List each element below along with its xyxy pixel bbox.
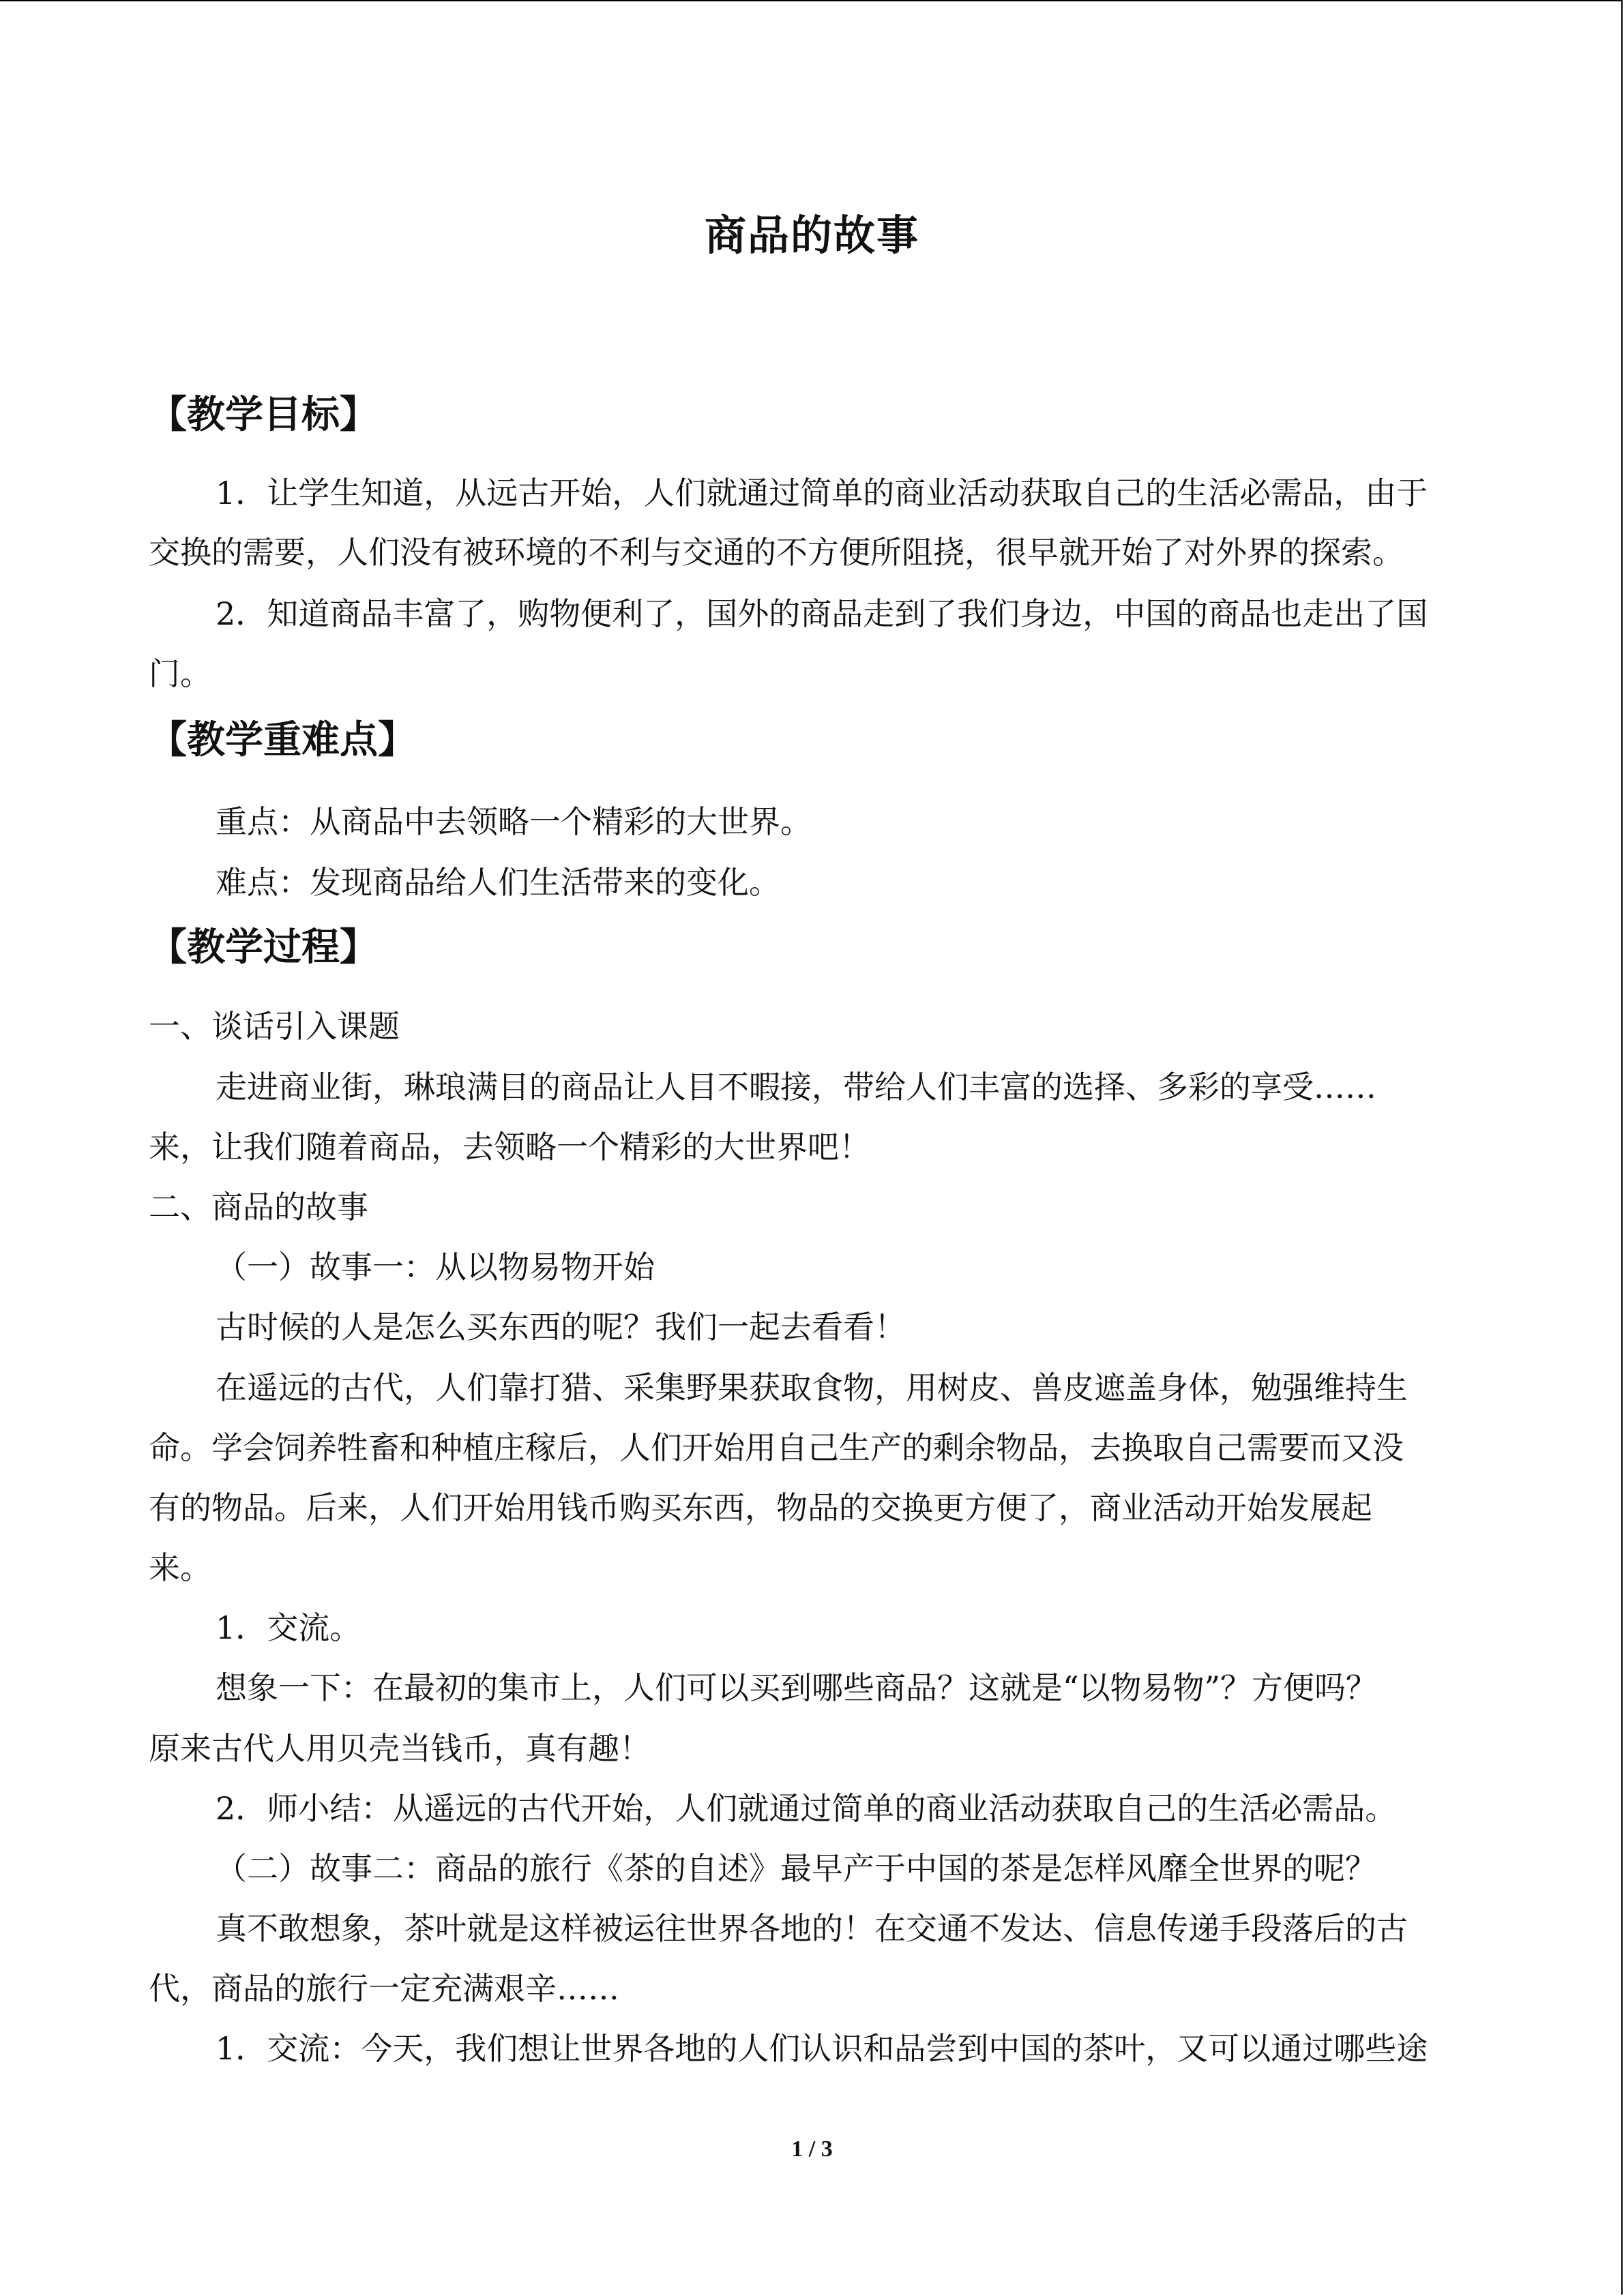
process-line-11: 1．交流。 [216,1609,361,1646]
keypoints-line-1: 重点：从商品中去领略一个精彩的大世界。 [216,803,812,840]
page-title: 商品的故事 [704,211,919,260]
heading-goals: 【教学目标】 [149,392,378,437]
goals-line-1: 1．让学生知道，从远古开始，人们就通过简单的商业活动获取自己的生活必需品，由于 [216,475,1428,511]
process-line-10: 来。 [149,1549,211,1586]
process-line-5: （一）故事一：从以物易物开始 [216,1249,655,1285]
process-line-4: 二、商品的故事 [149,1189,368,1225]
process-line-14: 2．师小结：从遥远的古代开始，人们就通过简单的商业活动获取自己的生活必需品。 [216,1790,1397,1827]
process-line-15: （二）故事二：商品的旅行《茶的自述》最早产于中国的茶是怎样风靡全世界的呢？ [216,1850,1376,1887]
process-line-2: 走进商业街，琳琅满目的商品让人目不暇接，带给人们丰富的选择、多彩的享受…… [216,1069,1376,1105]
process-line-16: 真不敢想象，茶叶就是这样被运往世界各地的！在交通不发达、信息传递手段落后的古 [216,1910,1408,1947]
process-line-7: 在遥远的古代，人们靠打猎、采集野果获取食物，用树皮、兽皮遮盖身体，勉强维持生 [216,1369,1408,1406]
process-line-1: 一、谈话引入课题 [149,1008,400,1045]
goals-line-2: 交换的需要，人们没有被环境的不利与交通的不方便所阻挠，很早就开始了对外界的探索。 [149,534,1404,571]
page-number: 1 / 3 [791,2136,833,2162]
keypoints-line-2: 难点：发现商品给人们生活带来的变化。 [216,864,780,901]
heading-keypoints: 【教学重难点】 [149,717,416,762]
process-line-18: 1．交流：今天，我们想让世界各地的人们认识和品尝到中国的茶叶，又可以通过哪些途 [216,2030,1428,2067]
goals-line-3: 2．知道商品丰富了，购物便利了，国外的商品走到了我们身边，中国的商品也走出了国 [216,595,1428,632]
process-line-3: 来，让我们随着商品，去领略一个精彩的大世界吧！ [149,1129,870,1165]
goals-line-4: 门。 [149,655,211,692]
heading-process: 【教学过程】 [149,925,378,970]
process-line-12: 想象一下：在最初的集市上，人们可以买到哪些商品？这就是“以物易物”？方便吗？ [216,1669,1378,1706]
process-line-17: 代，商品的旅行一定充满艰辛…… [149,1970,619,2007]
process-line-8: 命。学会饲养牲畜和种植庄稼后，人们开始用自己生产的剩余物品，去换取自己需要而又没 [149,1429,1404,1466]
process-line-9: 有的物品。后来，人们开始用钱币购买东西，物品的交换更方便了，商业活动开始发展起 [149,1489,1372,1526]
process-line-6: 古时候的人是怎么买东西的呢？我们一起去看看！ [216,1309,906,1345]
process-line-13: 原来古代人用贝壳当钱币，真有趣！ [149,1730,651,1767]
